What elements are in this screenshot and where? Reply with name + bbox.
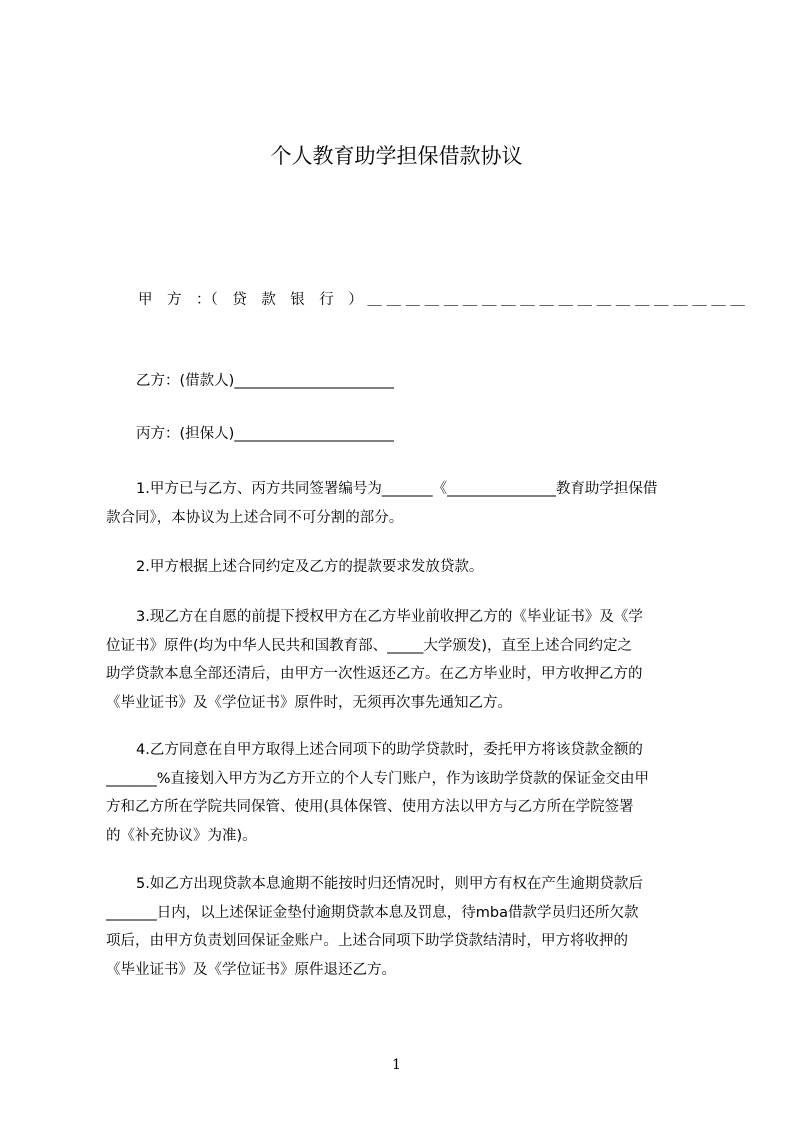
clause-line: 《毕业证书》及《学位证书》原件退还乙方。 — [106, 961, 396, 978]
clause-2 — [106, 553, 698, 582]
clause-line: 项后，由甲方负责划回保证金账户。上述合同项下助学贷款结清时，甲方将收押的 — [106, 933, 628, 949]
clause-line: 3.现乙方在自愿的前提下授权甲方在乙方毕业前收押乙方的《毕业证书》及《学 — [136, 609, 643, 625]
clause-4 — [106, 736, 698, 850]
clause-line: 1.甲方已与乙方、丙方共同签署编号为_______《_______________教育助学担保借 — [136, 481, 658, 497]
clause-line: _______日内，以上述保证金垫付逾期贷款本息及罚息，待mba借款学员归还所欠款 — [106, 904, 639, 921]
party-a-blank: ＿ ＿ ＿ ＿ ＿ ＿ ＿ ＿ ＿ ＿ ＿ ＿ ＿ ＿ ＿ ＿ ＿ ＿ ＿ ＿ — [367, 292, 745, 308]
clause-line: 助学贷款本息全部还清后，由甲方一次性返还乙方。在乙方毕业时，甲方收押乙方的 — [106, 666, 643, 682]
clause-line: 的《补充协议》为准)。 — [106, 827, 257, 844]
party-a-line — [138, 289, 745, 311]
party-c-line: 丙方：(担保人)______________________ — [136, 426, 394, 442]
party-b-line: 乙方：(借款人)______________________ — [136, 373, 394, 389]
clause-line: 2.甲方根据上述合同约定及乙方的提款要求发放贷款。 — [136, 559, 484, 575]
clause-line: 款合同》，本协议为上述合同不可分割的部分。 — [106, 509, 404, 526]
clause-line: 方和乙方所在学院共同保管、使用(具体保管、使用方法以甲方与乙方所在学院签署 — [106, 799, 634, 815]
clause-5 — [106, 870, 698, 984]
document-title: 个人教育助学担保借款协议 — [270, 144, 523, 168]
clause-3 — [106, 603, 698, 717]
page-number: 1 — [392, 1057, 401, 1073]
clause-1 — [106, 475, 698, 532]
clause-line: 5.如乙方出现贷款本息逾期不能按时归还情况时，则甲方有权在产生逾期贷款后 — [136, 876, 643, 892]
party-a-label: 甲 方 ：（ 贷 款 银 行 ） — [138, 292, 363, 308]
clause-line: 4.乙方同意在自甲方取得上述合同项下的助学贷款时，委托甲方将该贷款金额的 — [136, 742, 643, 758]
clause-line: _______%直接划入甲方为乙方开立的个人专门账户，作为该助学贷款的保证金交由甲 — [106, 770, 650, 787]
clause-line: 位证书》原件(均为中华人民共和国教育部、_____大学颁发)，直至上述合同约定之 — [106, 637, 633, 654]
clause-line: 《毕业证书》及《学位证书》原件时，无须再次事先通知乙方。 — [106, 694, 512, 711]
